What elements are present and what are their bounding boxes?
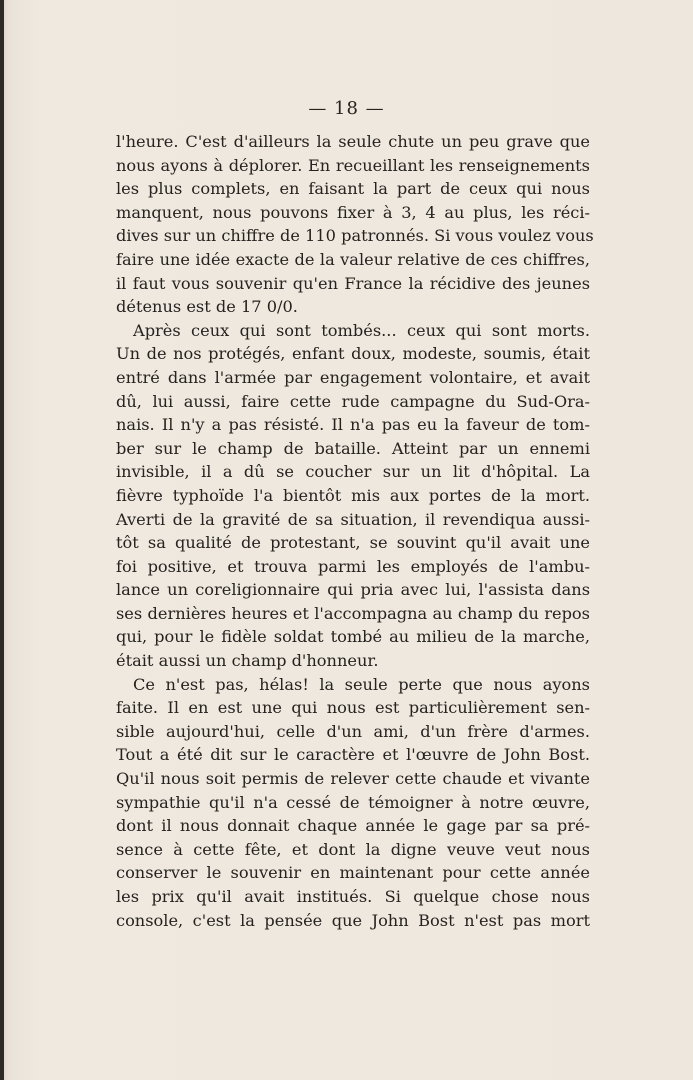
text-line: détenus est de 17 0/0. bbox=[116, 297, 298, 317]
text-line: foi positive, et trouva parmi les employés de l'ambu- bbox=[116, 556, 590, 576]
page-number: — 18 — bbox=[308, 98, 385, 119]
text-line: faire une idée exacte de la valeur relative de ces chiffres, bbox=[116, 249, 590, 269]
text-line: entré dans l'armée par engagement volontaire, et avait bbox=[116, 367, 590, 387]
text-line: sence à cette fête, et dont la digne veuve veut nous bbox=[116, 839, 590, 859]
body-text bbox=[116, 130, 594, 932]
text-line: tôt sa qualité de protestant, se souvint qu'il avait une bbox=[116, 533, 590, 553]
text-line: sible aujourd'hui, celle d'un ami, d'un frère d'armes. bbox=[116, 721, 590, 741]
text-line: conserver le souvenir en maintenant pour cette année bbox=[116, 863, 590, 883]
text-line: invisible, il a dû se coucher sur un lit d'hôpital. La bbox=[116, 462, 590, 482]
text-line: qui, pour le fidèle soldat tombé au milieu de la marche, bbox=[116, 627, 590, 647]
text-line: faite. Il en est une qui nous est particulièrement sen- bbox=[116, 698, 590, 718]
text-line: l'heure. C'est d'ailleurs la seule chute un peu grave que bbox=[116, 132, 590, 151]
text-line: Tout a été dit sur le caractère et l'œuvre de John Bost. bbox=[116, 745, 590, 765]
text-line: dives sur un chiffre de 110 patronnés. Si vous voulez vous bbox=[116, 226, 594, 246]
text-line: Un de nos protégés, enfant doux, modeste, soumis, était bbox=[116, 344, 590, 364]
text-line: Après ceux qui sont tombés... ceux qui sont morts. bbox=[133, 320, 590, 340]
text-line: Averti de la gravité de sa situation, il revendiqua aussi- bbox=[116, 509, 590, 529]
text-line: dû, lui aussi, faire cette rude campagne du Sud-Ora- bbox=[116, 391, 590, 411]
text-line: les plus complets, en faisant la part de ceux qui nous bbox=[116, 179, 590, 199]
text-line: manquent, nous pouvons fixer à 3, 4 au plus, les réci- bbox=[116, 202, 590, 222]
text-line: dont il nous donnait chaque année le gage par sa pré- bbox=[116, 816, 590, 836]
text-line: fièvre typhoïde l'a bientôt mis aux portes de la mort. bbox=[116, 485, 590, 505]
text-line: nous ayons à déplorer. En recueillant les renseignements bbox=[116, 155, 590, 175]
text-line: il faut vous souvenir qu'en France la récidive des jeunes bbox=[116, 273, 590, 293]
text-line: ses dernières heures et l'accompagna au champ du repos bbox=[116, 603, 590, 623]
text-line: était aussi un champ d'honneur. bbox=[116, 651, 379, 671]
text-line: sympathie qu'il n'a cessé de témoigner à notre œuvre, bbox=[116, 792, 590, 812]
text-line: ber sur le champ de bataille. Atteint par un ennemi bbox=[116, 438, 590, 458]
text-line: Ce n'est pas, hélas! la seule perte que nous ayons bbox=[133, 674, 590, 694]
book-spine-edge bbox=[0, 0, 4, 1080]
text-line: lance un coreligionnaire qui pria avec lui, l'assista dans bbox=[116, 580, 590, 600]
text-line: Qu'il nous soit permis de relever cette chaude et vivante bbox=[116, 769, 590, 789]
text-line: console, c'est la pensée que John Bost n'est pas mort bbox=[116, 910, 590, 930]
text-line: nais. Il n'y a pas résisté. Il n'a pas eu la faveur de tom- bbox=[116, 415, 590, 435]
text-line: les prix qu'il avait institués. Si quelque chose nous bbox=[116, 887, 590, 906]
